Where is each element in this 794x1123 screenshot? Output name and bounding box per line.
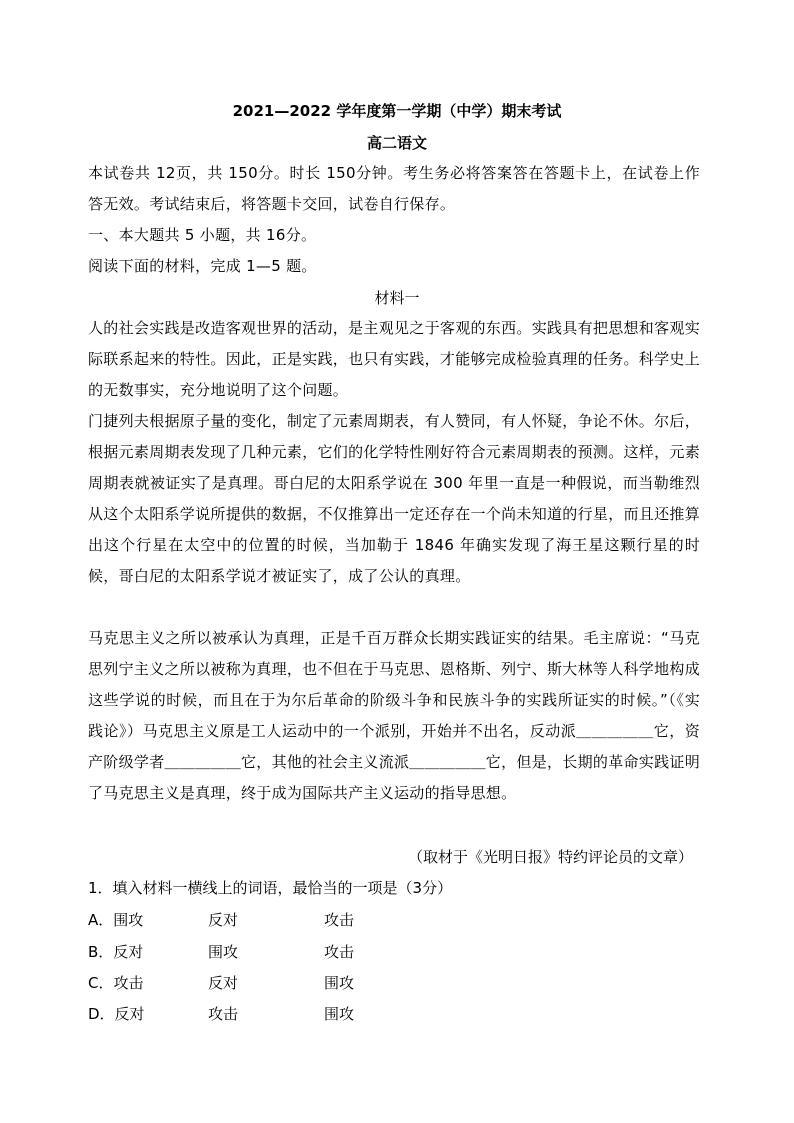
material-title: 材料一 xyxy=(374,289,420,307)
exam-title: 2021—2022 学年度第一学期（中学）期末考试 xyxy=(232,102,562,120)
option-d[interactable] xyxy=(88,999,700,1030)
exam-instructions: 本试卷共 12页，共 150分。时长 150分钟。考生务必将答案答在答题卡上，在试卷上作答无效。考试结束后，将答题卡交回，试卷自行保存。 xyxy=(88,164,700,213)
option-word-2: 攻击 xyxy=(208,1005,239,1023)
option-c[interactable] xyxy=(88,968,700,999)
material-paragraph: 人的社会实践是改造客观世界的活动，是主观见之于客观的东西。实践具有把思想和客观实际联系起来的特性。因此，正是实践，也只有实践，才能够完成检验真理的任务。科学史上的无数事实，充分地说明了这个问题。 xyxy=(88,319,701,399)
question-stem: 1．填入材料一横线上的词语，最恰当的一项是（3分） xyxy=(88,879,453,897)
option-word-3: 围攻 xyxy=(324,974,355,992)
option-label: C．攻击 xyxy=(88,974,144,992)
option-label: A．围攻 xyxy=(88,911,144,929)
material-source: （取材于《光明日报》特约评论员的文章） xyxy=(407,848,693,866)
option-word-3: 围攻 xyxy=(324,1005,355,1023)
material-paragraph: 马克思主义之所以被承认为真理，正是千百万群众长期实践证实的结果。毛主席说：“马克思列宁主义之所以被称为真理，也不但在于马克思、恩格斯、列宁、斯大林等人科学地构成这些学说的时候，而且在于为尔后革命的阶级斗争和民族斗争的实践所证实的时候。”（《实践论》）马克思主义原是工人运动中的一个派别，开始并不出名，反动派＿＿＿＿＿它，资产阶级学者＿＿＿＿＿它，其他的社会主义流派＿＿＿＿＿它，但是，长期的革命实践证明了马克思主义是真理，终于成为国际共产主义运动的指导思想。 xyxy=(88,629,701,802)
option-word-2: 反对 xyxy=(208,974,239,992)
exam-subject: 高二语文 xyxy=(366,134,427,152)
option-word-3: 攻击 xyxy=(324,943,355,961)
option-word-3: 攻击 xyxy=(324,911,355,929)
option-label: B．反对 xyxy=(88,943,144,961)
option-a[interactable] xyxy=(88,905,700,936)
option-b[interactable] xyxy=(88,937,700,968)
material-paragraph: 门捷列夫根据原子量的变化，制定了元素周期表，有人赞同，有人怀疑，争论不休。尔后，根据元素周期表发现了几种元素，它们的化学特性刚好符合元素周期表的预测。这样，元素周期表就被证实了是真理。哥白尼的太阳系学说在 300 年里一直是一种假说，而当勒维烈从这个太阳系学说所提供的数据，不仅推算出一定还存在一个尚未知道的行星，而且还推算出这个行星在太空中的位置的时候，当加勒于 1846 年确实发现了海王星这颗行星的时候，哥白尼的太阳系学说才被证实了，成了公认的真理。 xyxy=(88,412,701,585)
option-word-2: 反对 xyxy=(208,911,239,929)
option-word-2: 围攻 xyxy=(208,943,239,961)
option-label: D．反对 xyxy=(88,1005,145,1023)
section-heading: 一、本大题共 5 小题，共 16分。 xyxy=(88,226,317,244)
reading-instruction: 阅读下面的材料，完成 1—5 题。 xyxy=(88,257,317,275)
